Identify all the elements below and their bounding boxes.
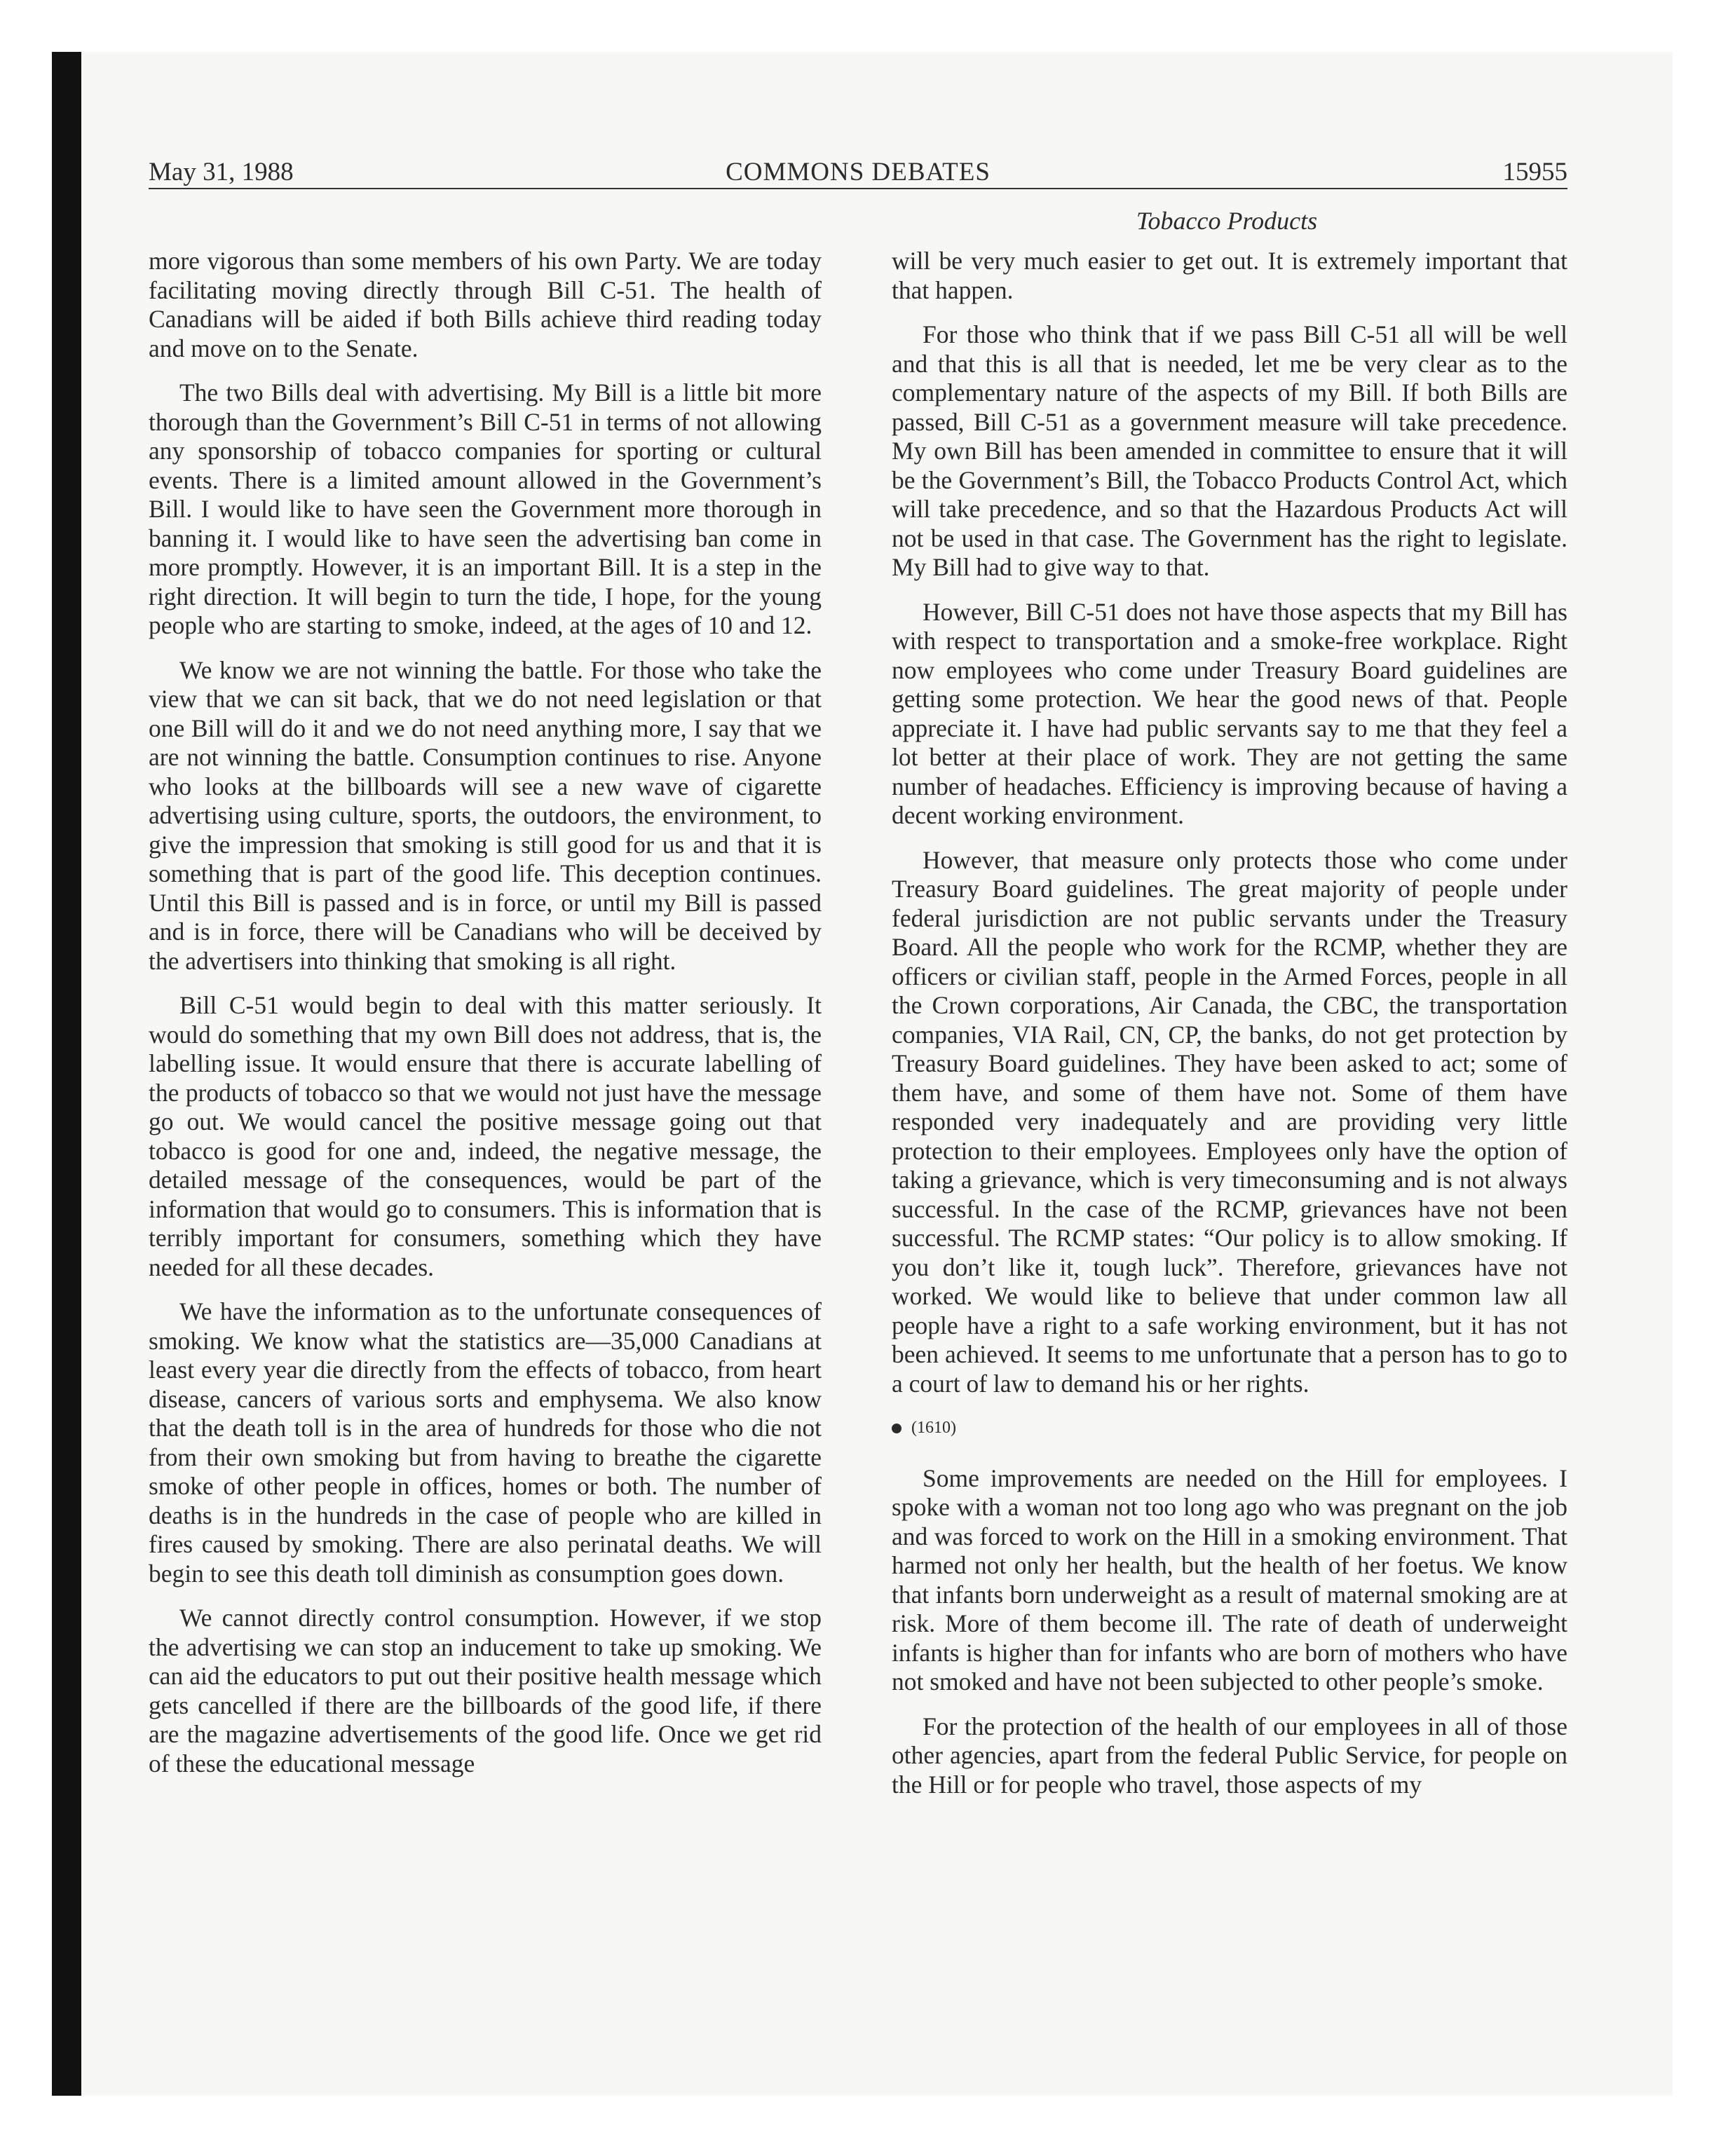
paragraph: For the protection of the health of our employees in all of those other agencies, apart from the federal Public Service, for people on the Hill or for people who travel, those aspects of my — [892, 1712, 1567, 1799]
paragraph: will be very much easier to get out. It is extremely important that that happen. — [892, 247, 1567, 304]
header-page-number: 15955 — [1502, 158, 1567, 186]
paragraph: Bill C-51 would begin to deal with this matter seriously. It would do something that my own Bill does not address, that is, the labelling issue. It would ensure that there is accurate labelling of the products of tobacco so that we would not just have the message go out. We would cancel the positive message going out that tobacco is good for one and, indeed, the negative message, the detailed message of the consequences, would be part of the information that would go to consumers. This is information that is terribly important for consumers, something which they have needed for all these decades. — [149, 991, 822, 1281]
paragraph: We have the information as to the unfortunate consequences of smoking. We know what the statistics are—35,000 Canadians at least every year die directly from the effects of tobacco, from heart disease, cancers of various sorts and emphysema. We also know that the death toll is in the area of hundreds for those who die not from their own smoking but from having to breathe the cigarette smoke of other people in offices, homes or both. The number of deaths is in the hundreds in the case of people who are killed in fires caused by smoking. There are also perinatal deaths. We will begin to see this death toll diminish as consumption goes down. — [149, 1297, 822, 1588]
subject-heading: Tobacco Products — [1136, 207, 1318, 235]
paragraph: We cannot directly control consumption. However, if we stop the advertising we can stop an inducement to take up smoking. We can aid the educators to put out their positive health message which gets cancelled if there are the billboards of the good life, if there are the magazine advertisements of the good life. Once we get rid of these the educational message — [149, 1604, 822, 1778]
right-column — [892, 247, 1567, 1815]
page-header — [149, 154, 1567, 191]
time-marker — [892, 1414, 1567, 1443]
paragraph: We know we are not winning the battle. For those who take the view that we can sit back, that we do not need legislation or that one Bill will do it and we do not need anything more, I say that we are not winning the battle. Consumption continues to rise. Anyone who looks at the billboards will see a new wave of cigarette advertising using culture, sports, the outdoors, the environment, to give the impression that smoking is still good for us and that it is something that is part of the good life. This deception continues. Until this Bill is passed and is in force, or until my Bill is passed and is in force, there will be Canadians who will be deceived by the advertisers into thinking that smoking is all right. — [149, 655, 822, 975]
scan-edge-bar — [52, 52, 81, 2096]
header-rule — [149, 188, 1567, 189]
paragraph: The two Bills deal with advertising. My Bill is a little bit more thorough than the Government’s Bill C-51 in terms of not allowing any sponsorship of tobacco companies for sporting or cultural events. There is a limited amount allowed in the Government’s Bill. I would like to have seen the Government more thorough in banning it. I would like to have seen the advertising ban come in more promptly. However, it is an important Bill. It is a step in the right direction. It will begin to turn the tide, I hope, for the young people who are starting to smoke, indeed, at the ages of 10 and 12. — [149, 378, 822, 639]
paragraph: However, Bill C-51 does not have those aspects that my Bill has with respect to transportation and a smoke-free workplace. Right now employees who come under Treasury Board guidelines are getting some protection. We hear the good news of that. People appreciate it. I have had public servants say to me that they feel a lot better at their place of work. They are not getting the same number of headaches. Efficiency is improving because of having a decent working environment. — [892, 597, 1567, 829]
paragraph: more vigorous than some members of his own Party. We are today facilitating moving directly through Bill C-51. The health of Canadians will be aided if both Bills achieve third reading today and move on to the Senate. — [149, 247, 822, 362]
header-publication: COMMONS DEBATES — [726, 158, 991, 186]
paragraph: For those who think that if we pass Bill C-51 all will be well and that this is all that is needed, let me be very clear as to the complementary nature of the aspects of my Bill. If both Bills are passed, Bill C-51 as a government measure will take precedence. My own Bill has been amended in committee to ensure that it will be the Government’s Bill, the Tobacco Products Control Act, which will take precedence, and so that the Hazardous Products Act will not be used in that case. The Government has the right to legislate. My Bill had to give way to that. — [892, 320, 1567, 581]
left-column — [149, 247, 822, 1794]
bullet-icon — [892, 1424, 901, 1433]
paragraph: Some improvements are needed on the Hill for employees. I spoke with a woman not too long ago who was pregnant on the job and was forced to work on the Hill in a smoking environment. That harmed not only her health, but the health of her foetus. We know that infants born underweight as a result of maternal smoking are at risk. More of them become ill. The rate of death of underweight infants is higher than for infants who are born of mothers who have not smoked and have not been subjected to other people’s smoke. — [892, 1464, 1567, 1696]
header-date: May 31, 1988 — [149, 158, 294, 186]
paragraph: However, that measure only protects those who come under Treasury Board guidelines. The great majority of people under federal jurisdiction are not public servants under the Treasury Board. All the people who work for the RCMP, whether they are officers or civilian staff, people in the Armed Forces, people in all the Crown corporations, Air Canada, the CBC, the transportation companies, VIA Rail, CN, CP, the banks, do not get protection by Treasury Board guidelines. They have been asked to act; some of them have, and some of them have not. Some of them have responded very inadequately and are providing very little protection to their employees. Employees only have the option of taking a grievance, which is very timeconsuming and is not always successful. In the case of the RCMP, grievances have not been successful. The RCMP states: “Our policy is to allow smoking. If you don’t like it, tough luck”. Therefore, grievances have not worked. We would like to believe that under common law all people have a right to a safe working environment, but it has not been achieved. It seems to me unfortunate that a person has to go to a court of law to demand his or her rights. — [892, 845, 1567, 1398]
time-marker-text: (1610) — [911, 1419, 956, 1437]
